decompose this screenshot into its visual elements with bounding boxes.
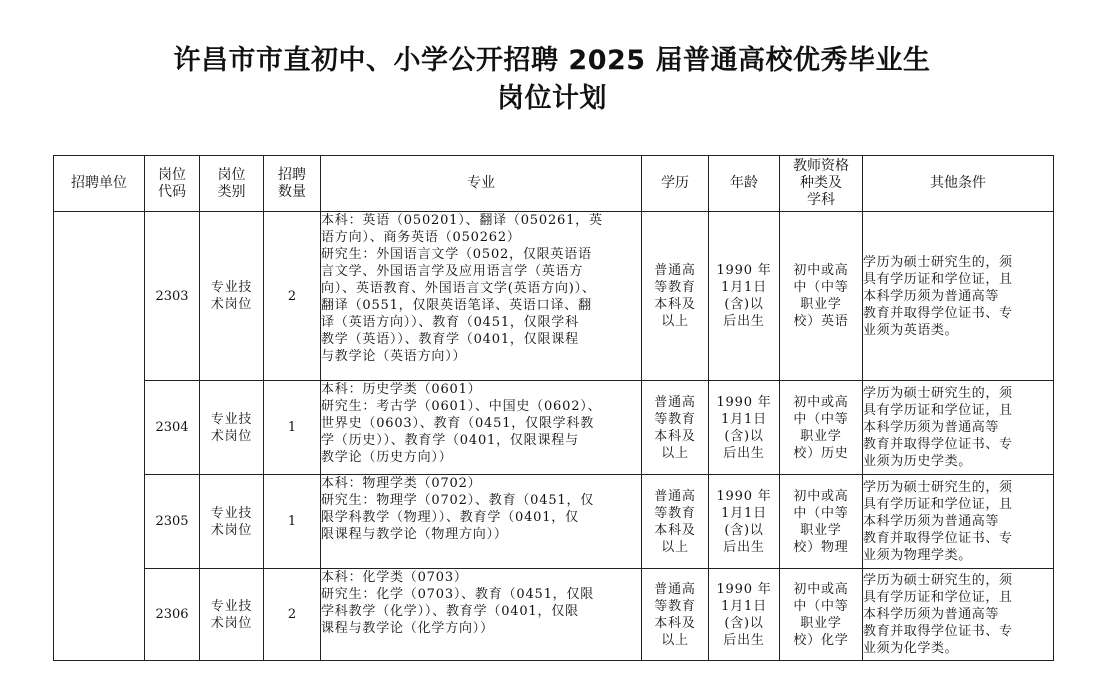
table-row: [54, 569, 1054, 661]
cell-category-line: 专业技: [210, 411, 253, 427]
header-qualification-line: 种类及: [800, 175, 842, 191]
education-line: 等教育: [654, 280, 696, 295]
cell-major: [321, 212, 642, 381]
table-row: [54, 381, 1054, 475]
education-line: 本科及: [654, 428, 696, 444]
recruitment-plan-table: [53, 155, 1054, 661]
header-other: 其他条件: [863, 156, 1054, 212]
major-line: 研究生：物理学（0702）、教育（0451，仅: [321, 493, 595, 508]
cell-category: [200, 569, 264, 661]
cell-qualification: [780, 212, 863, 381]
other-line: 学历为硕士研究生的，须: [863, 480, 1013, 495]
other-line: 本科学历须为普通高等: [863, 607, 1000, 622]
header-category-line: 岗位: [217, 166, 246, 183]
age-line: (含)以: [724, 522, 764, 538]
major-line: 课程与教学论（化学方向））: [321, 621, 494, 636]
education-line: 本科及: [654, 615, 696, 631]
other-line: 教育并取得学位证书、专: [863, 531, 1013, 546]
age-line: 1990 年: [716, 263, 772, 278]
header-code-line: 岗位: [158, 166, 186, 183]
major-line: 教学（英语））、教育学（0401，仅限课程: [321, 332, 579, 347]
qualification-line: 职业学: [800, 428, 842, 444]
qualification-line: 职业学: [800, 297, 842, 312]
header-category-line: 类别: [217, 183, 246, 200]
cell-code: 2304: [145, 381, 200, 475]
education-line: 以上: [661, 539, 689, 555]
education-line: 本科及: [654, 297, 696, 312]
cell-age: [709, 212, 780, 381]
other-line: 学历为硕士研究生的，须: [863, 386, 1013, 401]
cell-code: 2303: [145, 212, 200, 381]
age-line: (含)以: [724, 428, 764, 444]
major-line: 研究生：外国语言文学（0502，仅限英语语: [321, 247, 592, 262]
header-unit: 招聘单位: [54, 156, 145, 212]
other-line: 具有学历证和学位证，且: [863, 403, 1013, 418]
age-line: 1月1日: [721, 598, 767, 614]
other-line: 本科学历须为普通高等: [863, 288, 1000, 304]
header-education: 学历: [642, 156, 709, 212]
cell-education: [642, 212, 709, 381]
education-line: 以上: [661, 314, 689, 329]
major-line: 学科教学（化学））、教育学（0401，仅限: [321, 604, 579, 619]
qualification-line: 初中或高: [793, 488, 849, 504]
cell-other: [863, 212, 1054, 381]
table-header-row: [54, 156, 1054, 212]
qualification-line: 校）英语: [793, 314, 849, 329]
cell-major: [321, 475, 642, 569]
major-line: 限课程与教学论（物理方向））: [321, 527, 508, 542]
education-line: 以上: [661, 445, 689, 461]
major-line: 与教学论（英语方向））: [321, 349, 467, 364]
cell-count: 2: [264, 212, 321, 381]
qualification-line: 中（中等: [793, 411, 849, 427]
qualification-line: 初中或高: [793, 581, 849, 597]
cell-unit: [54, 212, 145, 661]
education-line: 普通高: [654, 581, 696, 597]
other-line: 业须为英语类。: [863, 322, 959, 338]
cell-category-line: 术岗位: [210, 297, 253, 312]
qualification-line: 中（中等: [793, 598, 849, 614]
other-line: 具有学历证和学位证，且: [863, 590, 1013, 605]
cell-qualification: [780, 475, 863, 569]
major-line: 本科：物理学类（0702）: [321, 476, 482, 491]
qualification-line: 校）历史: [793, 445, 849, 461]
other-line: 教育并取得学位证书、专: [863, 305, 1013, 321]
qualification-line: 校）化学: [793, 632, 849, 648]
age-line: 后出生: [723, 539, 765, 555]
cell-other: [863, 569, 1054, 661]
qualification-line: 初中或高: [793, 394, 849, 410]
cell-qualification: [780, 381, 863, 475]
major-line: 翻译（0551，仅限英语笔译、英语口译、翻: [321, 298, 592, 313]
cell-education: [642, 569, 709, 661]
qualification-line: 职业学: [800, 615, 842, 631]
age-line: 后出生: [723, 314, 765, 329]
cell-count: 1: [264, 475, 321, 569]
qualification-line: 中（中等: [793, 505, 849, 521]
header-count-line: 招聘: [278, 166, 306, 183]
table-row: [54, 212, 1054, 381]
age-line: (含)以: [724, 615, 764, 631]
cell-category-line: 术岗位: [210, 615, 253, 631]
table-row: [54, 475, 1054, 569]
cell-category: [200, 212, 264, 381]
age-line: 1月1日: [721, 280, 767, 295]
qualification-line: 初中或高: [793, 263, 849, 278]
education-line: 等教育: [654, 505, 696, 521]
cell-count: 2: [264, 569, 321, 661]
cell-code: 2305: [145, 475, 200, 569]
other-line: 具有学历证和学位证，且: [863, 271, 1013, 287]
qualification-line: 校）物理: [793, 539, 849, 555]
cell-category: [200, 475, 264, 569]
cell-age: [709, 381, 780, 475]
header-category: [200, 156, 264, 212]
header-count: [264, 156, 321, 212]
document-subtitle: 岗位计划: [497, 83, 607, 114]
age-line: 1990 年: [716, 581, 772, 597]
cell-age: [709, 475, 780, 569]
cell-category-line: 术岗位: [210, 522, 253, 538]
cell-age: [709, 569, 780, 661]
major-line: 本科：化学类（0703）: [321, 570, 468, 585]
other-line: 具有学历证和学位证，且: [863, 497, 1013, 512]
age-line: 1990 年: [716, 488, 772, 504]
other-line: 教育并取得学位证书、专: [863, 624, 1013, 639]
other-line: 业须为物理学类。: [863, 548, 972, 563]
age-line: 1990 年: [716, 394, 772, 410]
major-line: 学（历史））、教育学（0401，仅限课程与: [321, 433, 579, 448]
major-line: 译（英语方向））、教育（0451，仅限学科: [321, 315, 579, 330]
cell-code: 2306: [145, 569, 200, 661]
other-line: 学历为硕士研究生的，须: [863, 254, 1013, 270]
age-line: 后出生: [723, 632, 765, 648]
age-line: 1月1日: [721, 505, 767, 521]
header-code: [145, 156, 200, 212]
cell-education: [642, 475, 709, 569]
cell-category-line: 术岗位: [210, 428, 253, 444]
education-line: 普通高: [654, 394, 696, 410]
education-line: 本科及: [654, 522, 696, 538]
cell-qualification: [780, 569, 863, 661]
header-major: 专业: [321, 156, 642, 212]
major-line: 研究生：化学（0703）、教育（0451，仅限: [321, 587, 595, 602]
other-line: 本科学历须为普通高等: [863, 420, 1000, 435]
other-line: 本科学历须为普通高等: [863, 514, 1000, 529]
header-qualification: [780, 156, 863, 212]
education-line: 等教育: [654, 598, 696, 614]
major-line: 本科：英语（050201）、翻译（050261，英: [321, 213, 603, 228]
document-title: 许昌市市直初中、小学公开招聘 2025 届普通高校优秀毕业生: [173, 45, 931, 76]
major-line: 本科：历史学类（0601）: [321, 382, 482, 397]
cell-other: [863, 381, 1054, 475]
age-line: (含)以: [724, 297, 764, 312]
cell-category-line: 专业技: [210, 598, 253, 614]
age-line: 后出生: [723, 445, 765, 461]
other-line: 业须为历史学类。: [863, 454, 972, 469]
age-line: 1月1日: [721, 411, 767, 427]
education-line: 等教育: [654, 411, 696, 427]
education-line: 普通高: [654, 488, 696, 504]
header-qualification-line: 学科: [807, 192, 835, 208]
cell-category: [200, 381, 264, 475]
header-age: 年龄: [709, 156, 780, 212]
major-line: 言文学、外国语言学及应用语言学（英语方: [321, 264, 584, 279]
cell-other: [863, 475, 1054, 569]
cell-education: [642, 381, 709, 475]
major-line: 向）、英语教育、外国语言文学(英语方向)）、: [321, 281, 596, 296]
qualification-line: 职业学: [800, 522, 842, 538]
cell-category-line: 专业技: [210, 280, 253, 295]
header-count-line: 数量: [278, 183, 306, 200]
major-line: 语方向）、商务英语（050262）: [321, 230, 521, 245]
other-line: 教育并取得学位证书、专: [863, 437, 1013, 452]
cell-major: [321, 569, 642, 661]
major-line: 教学论（历史方向））: [321, 450, 453, 465]
cell-count: 1: [264, 381, 321, 475]
qualification-line: 中（中等: [793, 280, 849, 295]
cell-major: [321, 381, 642, 475]
other-line: 学历为硕士研究生的，须: [863, 573, 1013, 588]
header-code-line: 代码: [158, 183, 186, 200]
major-line: 研究生：考古学（0601）、中国史（0602）、: [321, 399, 602, 414]
header-qualification-line: 教师资格: [793, 158, 849, 174]
major-line: 世界史（0603）、教育（0451，仅限学科教: [321, 416, 595, 431]
education-line: 以上: [661, 632, 689, 648]
education-line: 普通高: [654, 263, 696, 278]
cell-category-line: 专业技: [210, 505, 253, 521]
other-line: 业须为化学类。: [863, 641, 959, 656]
major-line: 限学科教学（物理））、教育学（0401，仅: [321, 510, 579, 525]
